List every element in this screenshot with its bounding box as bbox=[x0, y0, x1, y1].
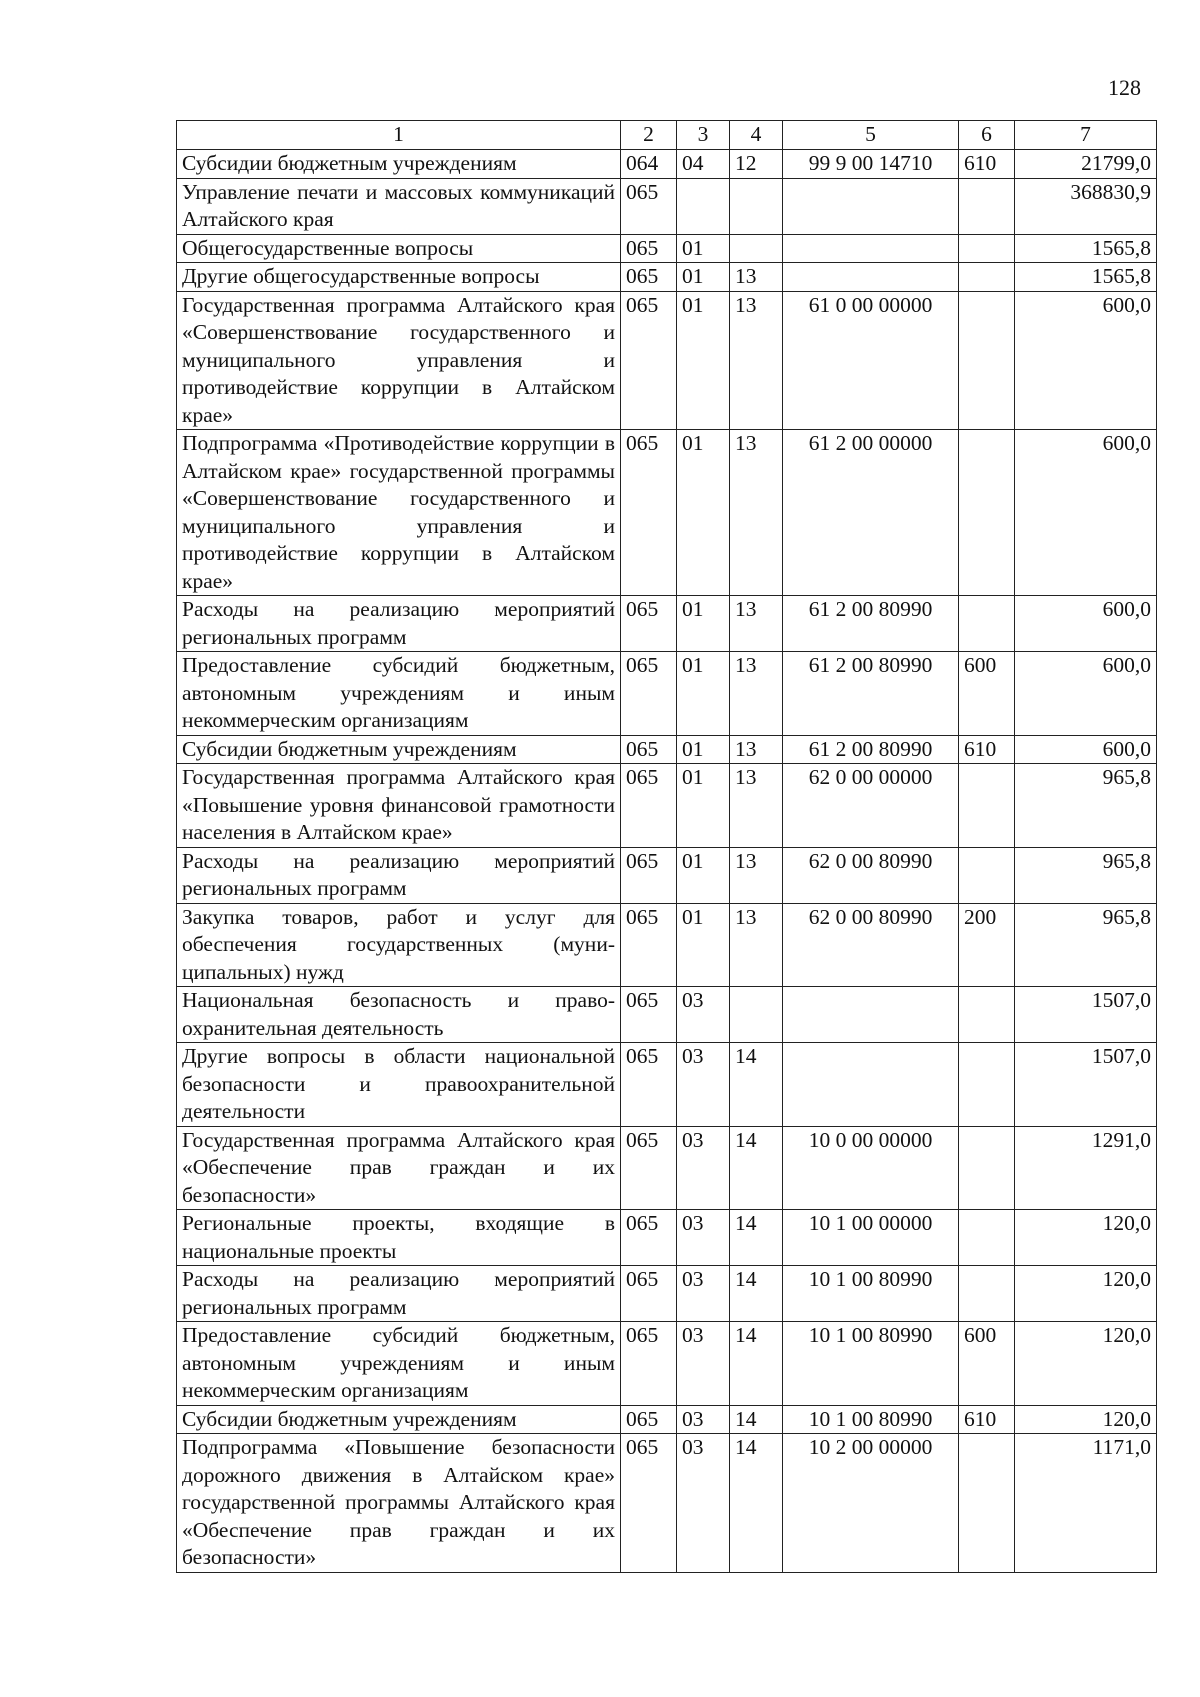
cell-section: 03 bbox=[677, 1043, 730, 1127]
cell-subsection: 13 bbox=[730, 263, 783, 292]
cell-name: Другие вопросы в области национальной безопасности и правоохранительной деятельности bbox=[177, 1043, 621, 1127]
cell-target-article: 62 0 00 80990 bbox=[783, 847, 959, 903]
cell-section: 01 bbox=[677, 847, 730, 903]
cell-target-article: 10 2 00 00000 bbox=[783, 1434, 959, 1573]
cell-section: 03 bbox=[677, 987, 730, 1043]
cell-expense-type: 200 bbox=[959, 903, 1015, 987]
cell-amount: 965,8 bbox=[1015, 764, 1157, 848]
table-row bbox=[177, 178, 1157, 234]
cell-name: Управление печати и массовых коммуникаций Алтайского края bbox=[177, 178, 621, 234]
budget-table bbox=[176, 120, 1157, 1573]
cell-admin-code: 065 bbox=[621, 234, 677, 263]
table-row bbox=[177, 1266, 1157, 1322]
cell-section: 03 bbox=[677, 1322, 730, 1406]
cell-expense-type: 610 bbox=[959, 1405, 1015, 1434]
cell-expense-type bbox=[959, 263, 1015, 292]
header-col-2: 2 bbox=[621, 121, 677, 150]
cell-subsection: 12 bbox=[730, 150, 783, 179]
cell-amount: 120,0 bbox=[1015, 1322, 1157, 1406]
cell-subsection: 13 bbox=[730, 764, 783, 848]
cell-expense-type bbox=[959, 291, 1015, 430]
cell-subsection: 14 bbox=[730, 1210, 783, 1266]
cell-amount: 600,0 bbox=[1015, 596, 1157, 652]
cell-amount: 600,0 bbox=[1015, 735, 1157, 764]
table-row bbox=[177, 847, 1157, 903]
cell-section: 01 bbox=[677, 430, 730, 596]
cell-name: Общегосударственные вопросы bbox=[177, 234, 621, 263]
cell-expense-type: 600 bbox=[959, 652, 1015, 736]
cell-expense-type bbox=[959, 987, 1015, 1043]
cell-expense-type bbox=[959, 1266, 1015, 1322]
table-row bbox=[177, 291, 1157, 430]
cell-section: 04 bbox=[677, 150, 730, 179]
cell-name: Предоставление субсидий бюджетным, автономным учреждениям и иным некоммерческим организациям bbox=[177, 652, 621, 736]
cell-subsection: 14 bbox=[730, 1322, 783, 1406]
table-row bbox=[177, 1126, 1157, 1210]
cell-target-article: 10 1 00 80990 bbox=[783, 1405, 959, 1434]
cell-admin-code: 065 bbox=[621, 430, 677, 596]
table-row bbox=[177, 1043, 1157, 1127]
cell-amount: 120,0 bbox=[1015, 1266, 1157, 1322]
table-row bbox=[177, 987, 1157, 1043]
cell-section: 01 bbox=[677, 903, 730, 987]
cell-subsection: 14 bbox=[730, 1266, 783, 1322]
cell-name: Закупка товаров, работ и услуг для обеспечения государственных (муниципальных) нужд bbox=[177, 903, 621, 987]
cell-expense-type bbox=[959, 596, 1015, 652]
cell-subsection bbox=[730, 987, 783, 1043]
header-col-4: 4 bbox=[730, 121, 783, 150]
table-row bbox=[177, 903, 1157, 987]
cell-subsection: 13 bbox=[730, 903, 783, 987]
cell-amount: 120,0 bbox=[1015, 1210, 1157, 1266]
cell-target-article bbox=[783, 987, 959, 1043]
cell-expense-type: 600 bbox=[959, 1322, 1015, 1406]
cell-expense-type bbox=[959, 1126, 1015, 1210]
cell-admin-code: 065 bbox=[621, 735, 677, 764]
cell-amount: 21799,0 bbox=[1015, 150, 1157, 179]
header-row bbox=[177, 121, 1157, 150]
cell-amount: 120,0 bbox=[1015, 1405, 1157, 1434]
cell-expense-type bbox=[959, 847, 1015, 903]
cell-amount: 965,8 bbox=[1015, 903, 1157, 987]
header-col-7: 7 bbox=[1015, 121, 1157, 150]
cell-expense-type bbox=[959, 178, 1015, 234]
cell-target-article bbox=[783, 178, 959, 234]
cell-admin-code: 065 bbox=[621, 1266, 677, 1322]
cell-target-article: 62 0 00 80990 bbox=[783, 903, 959, 987]
cell-subsection bbox=[730, 178, 783, 234]
cell-target-article: 62 0 00 00000 bbox=[783, 764, 959, 848]
table-row bbox=[177, 1322, 1157, 1406]
cell-target-article: 99 9 00 14710 bbox=[783, 150, 959, 179]
cell-amount: 600,0 bbox=[1015, 652, 1157, 736]
cell-subsection: 13 bbox=[730, 735, 783, 764]
page-number: 128 bbox=[1108, 75, 1141, 100]
cell-amount: 600,0 bbox=[1015, 291, 1157, 430]
cell-admin-code: 065 bbox=[621, 178, 677, 234]
cell-target-article: 10 1 00 00000 bbox=[783, 1210, 959, 1266]
cell-admin-code: 065 bbox=[621, 263, 677, 292]
cell-section: 01 bbox=[677, 596, 730, 652]
cell-target-article: 61 2 00 00000 bbox=[783, 430, 959, 596]
cell-section: 01 bbox=[677, 263, 730, 292]
cell-subsection: 14 bbox=[730, 1126, 783, 1210]
cell-target-article: 61 2 00 80990 bbox=[783, 652, 959, 736]
cell-target-article: 10 1 00 80990 bbox=[783, 1322, 959, 1406]
cell-amount: 1171,0 bbox=[1015, 1434, 1157, 1573]
cell-admin-code: 065 bbox=[621, 291, 677, 430]
cell-name: Субсидии бюджетным учреждениям bbox=[177, 150, 621, 179]
cell-name: Расходы на реализацию мероприятий региональных программ bbox=[177, 847, 621, 903]
cell-section: 03 bbox=[677, 1405, 730, 1434]
cell-target-article: 10 0 00 00000 bbox=[783, 1126, 959, 1210]
table-body bbox=[177, 150, 1157, 1573]
table-row bbox=[177, 735, 1157, 764]
cell-expense-type bbox=[959, 1210, 1015, 1266]
cell-subsection: 13 bbox=[730, 430, 783, 596]
cell-section: 01 bbox=[677, 735, 730, 764]
table-row bbox=[177, 1405, 1157, 1434]
cell-target-article: 61 0 00 00000 bbox=[783, 291, 959, 430]
cell-target-article bbox=[783, 234, 959, 263]
cell-expense-type bbox=[959, 1434, 1015, 1573]
cell-subsection: 14 bbox=[730, 1043, 783, 1127]
cell-admin-code: 065 bbox=[621, 1434, 677, 1573]
cell-admin-code: 065 bbox=[621, 903, 677, 987]
header-col-5: 5 bbox=[783, 121, 959, 150]
table-row bbox=[177, 1210, 1157, 1266]
cell-subsection: 13 bbox=[730, 291, 783, 430]
cell-section: 01 bbox=[677, 652, 730, 736]
cell-subsection bbox=[730, 234, 783, 263]
cell-name: Государственная программа Алтайского края «Обеспечение прав граждан и их безопасности» bbox=[177, 1126, 621, 1210]
cell-amount: 600,0 bbox=[1015, 430, 1157, 596]
table-row bbox=[177, 596, 1157, 652]
cell-amount: 1565,8 bbox=[1015, 234, 1157, 263]
cell-subsection: 13 bbox=[730, 847, 783, 903]
cell-admin-code: 065 bbox=[621, 764, 677, 848]
cell-admin-code: 065 bbox=[621, 652, 677, 736]
cell-name: Подпрограмма «Повышение безопасности дорожного движения в Алтайском крае» государственной программы Алтайского края «Обеспечение прав граждан и их безопасности» bbox=[177, 1434, 621, 1573]
cell-target-article: 61 2 00 80990 bbox=[783, 596, 959, 652]
cell-name: Национальная безопасность и правоохранительная деятельность bbox=[177, 987, 621, 1043]
cell-section: 01 bbox=[677, 764, 730, 848]
cell-amount: 1507,0 bbox=[1015, 987, 1157, 1043]
cell-admin-code: 065 bbox=[621, 1405, 677, 1434]
cell-section: 03 bbox=[677, 1266, 730, 1322]
cell-expense-type bbox=[959, 430, 1015, 596]
cell-target-article bbox=[783, 1043, 959, 1127]
cell-expense-type: 610 bbox=[959, 735, 1015, 764]
table-row bbox=[177, 652, 1157, 736]
cell-name: Предоставление субсидий бюджетным, автономным учреждениям и иным некоммерческим организациям bbox=[177, 1322, 621, 1406]
table-row bbox=[177, 430, 1157, 596]
cell-expense-type bbox=[959, 764, 1015, 848]
cell-name: Государственная программа Алтайского края «Совершенствование государственного и муниципального управления и противодействие коррупции в Алтайском крае» bbox=[177, 291, 621, 430]
cell-section: 01 bbox=[677, 234, 730, 263]
cell-admin-code: 065 bbox=[621, 847, 677, 903]
cell-admin-code: 064 bbox=[621, 150, 677, 179]
cell-admin-code: 065 bbox=[621, 1210, 677, 1266]
cell-expense-type bbox=[959, 234, 1015, 263]
cell-amount: 368830,9 bbox=[1015, 178, 1157, 234]
table-row bbox=[177, 234, 1157, 263]
table-row bbox=[177, 1434, 1157, 1573]
cell-name: Расходы на реализацию мероприятий региональных программ bbox=[177, 1266, 621, 1322]
cell-name: Подпрограмма «Противодействие коррупции в Алтайском крае» государственной программы «Совершенствование государственного и муниципального управления и противодействие коррупции в Алтайском крае» bbox=[177, 430, 621, 596]
cell-amount: 1507,0 bbox=[1015, 1043, 1157, 1127]
cell-name: Расходы на реализацию мероприятий региональных программ bbox=[177, 596, 621, 652]
cell-section: 03 bbox=[677, 1126, 730, 1210]
header-col-3: 3 bbox=[677, 121, 730, 150]
cell-expense-type bbox=[959, 1043, 1015, 1127]
cell-target-article: 61 2 00 80990 bbox=[783, 735, 959, 764]
header-col-1: 1 bbox=[177, 121, 621, 150]
table-row bbox=[177, 764, 1157, 848]
cell-name: Региональные проекты, входящие в национальные проекты bbox=[177, 1210, 621, 1266]
cell-name: Субсидии бюджетным учреждениям bbox=[177, 1405, 621, 1434]
cell-admin-code: 065 bbox=[621, 987, 677, 1043]
header-col-6: 6 bbox=[959, 121, 1015, 150]
cell-section: 03 bbox=[677, 1210, 730, 1266]
table-row bbox=[177, 263, 1157, 292]
cell-name: Государственная программа Алтайского края «Повышение уровня финансовой грамотности населения в Алтайском крае» bbox=[177, 764, 621, 848]
cell-target-article bbox=[783, 263, 959, 292]
cell-expense-type: 610 bbox=[959, 150, 1015, 179]
cell-name: Другие общегосударственные вопросы bbox=[177, 263, 621, 292]
cell-admin-code: 065 bbox=[621, 596, 677, 652]
cell-amount: 1291,0 bbox=[1015, 1126, 1157, 1210]
cell-subsection: 13 bbox=[730, 652, 783, 736]
cell-amount: 1565,8 bbox=[1015, 263, 1157, 292]
cell-admin-code: 065 bbox=[621, 1322, 677, 1406]
cell-name: Субсидии бюджетным учреждениям bbox=[177, 735, 621, 764]
cell-section: 03 bbox=[677, 1434, 730, 1573]
cell-section: 01 bbox=[677, 291, 730, 430]
table-row bbox=[177, 150, 1157, 179]
cell-admin-code: 065 bbox=[621, 1126, 677, 1210]
cell-subsection: 14 bbox=[730, 1405, 783, 1434]
cell-section bbox=[677, 178, 730, 234]
cell-subsection: 14 bbox=[730, 1434, 783, 1573]
cell-amount: 965,8 bbox=[1015, 847, 1157, 903]
cell-admin-code: 065 bbox=[621, 1043, 677, 1127]
cell-subsection: 13 bbox=[730, 596, 783, 652]
cell-target-article: 10 1 00 80990 bbox=[783, 1266, 959, 1322]
